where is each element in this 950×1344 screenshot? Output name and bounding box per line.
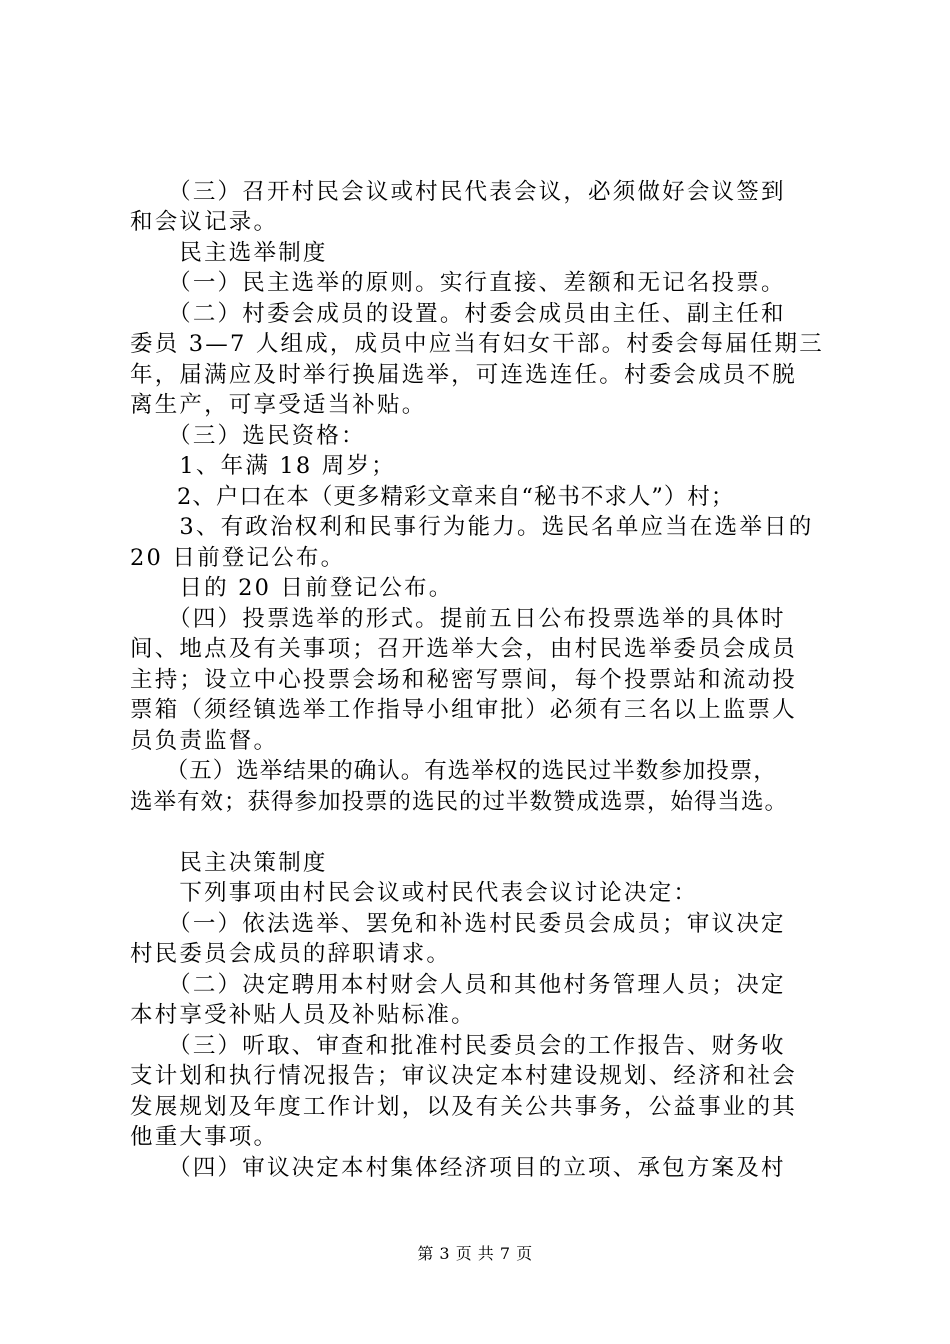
page-number-footer: 第 3 页 共 7 页 [417,1244,533,1263]
body-text-line: 20 日前登记公布。 [130,545,346,571]
body-text-line: （一）依法选举、罢免和补选村民委员会成员；审议决定 [130,911,786,937]
body-text-line: （三）召开村民会议或村民代表会议，必须做好会议签到 [130,179,786,205]
body-text-line: （四）审议决定本村集体经济项目的立项、承包方案及村 [130,1155,786,1181]
body-text-line: （二）决定聘用本村财会人员和其他村务管理人员；决定 [130,972,786,998]
body-text-line: 本村享受补贴人员及补贴标准。 [130,1002,476,1028]
body-text-line: 村民委员会成员的辞职请求。 [130,941,452,967]
body-text-line: 支计划和执行情况报告；审议决定本村建设规划、经济和社会 [130,1063,797,1089]
body-text-line: （二）村委会成员的设置。村委会成员由主任、副主任和 [130,301,786,327]
body-text-line: 委员 3—7 人组成，成员中应当有妇女干部。村委会每届任期三 [130,331,824,357]
body-text-line: 日的 20 日前登记公布。 [130,575,454,601]
body-text-line: 主持；设立中心投票会场和秘密写票间，每个投票站和流动投 [130,667,797,693]
body-text-line: 离生产，可享受适当补贴。 [130,392,427,418]
section-heading: 民主选举制度 [130,240,328,266]
body-text-line: 1、年满 18 周岁； [130,453,396,479]
body-text-line: （五）选举结果的确认。有选举权的选民过半数参加投票， [130,758,777,784]
body-text-line: 他重大事项。 [130,1124,279,1150]
body-text-line: 发展规划及年度工作计划，以及有关公共事务，公益事业的其 [130,1094,797,1120]
section-heading: 民主决策制度 [130,850,328,876]
body-text-line: 选举有效；获得参加投票的选民的过半数赞成选票，始得当选。 [130,789,789,815]
body-text-line: 3、有政治权利和民事行为能力。选民名单应当在选举日的 [130,514,814,540]
body-text-line: （一）民主选举的原则。实行直接、差额和无记名投票。 [130,270,786,296]
body-text-line: （四）投票选举的形式。提前五日公布投票选举的具体时 [130,606,786,632]
body-text-line: 和会议记录。 [130,209,279,235]
body-text-line: （三）选民资格： [130,423,366,449]
body-text-line: 年，届满应及时举行换届选举，可连选连任。村委会成员不脱 [130,362,797,388]
body-text-line: 间、地点及有关事项；召开选举大会，由村民选举委员会成员 [130,636,797,662]
body-text-line: （三）听取、审查和批准村民委员会的工作报告、财务收 [130,1033,786,1059]
body-text-line: 员负责监督。 [130,728,279,754]
body-text-line: 2、户口在本（更多精彩文章来自“秘书不求人”）村； [130,484,735,510]
body-text-line: 下列事项由村民会议或村民代表会议讨论决定： [130,880,699,906]
body-text-line: 票箱（须经镇选举工作指导小组审批）必须有三名以上监票人 [130,697,797,723]
